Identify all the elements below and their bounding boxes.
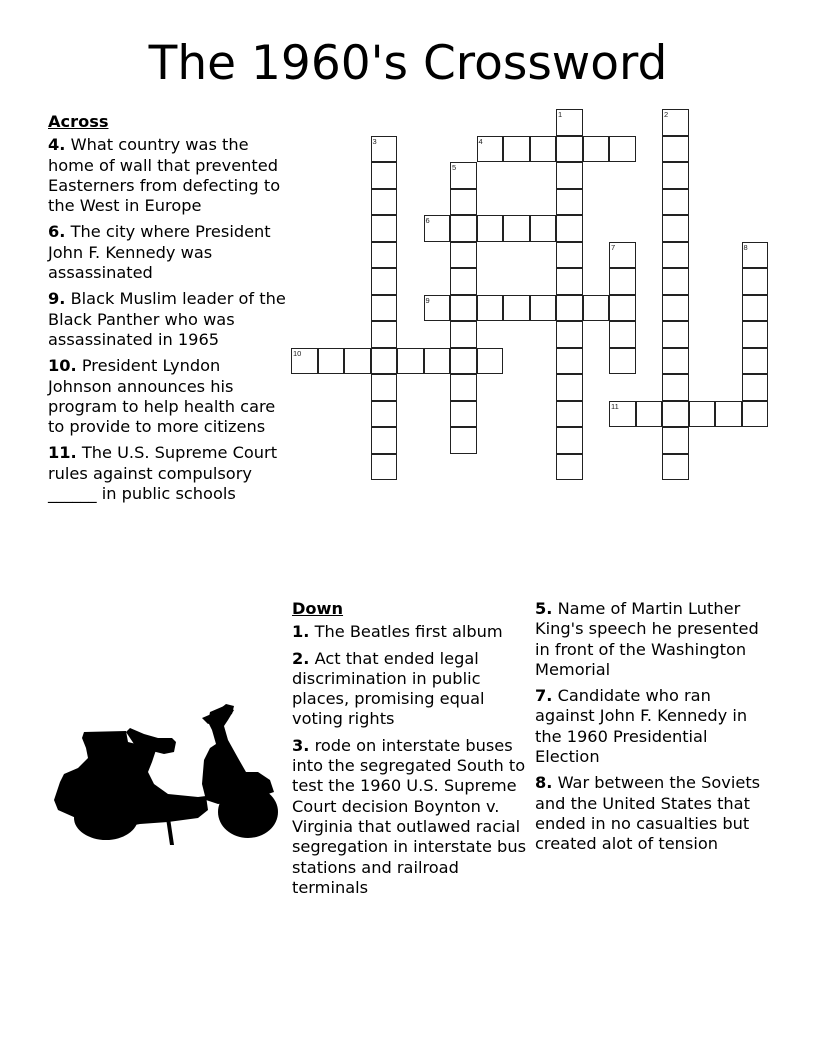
page-title: The 1960's Crossword — [148, 36, 668, 91]
clue-number: 11 — [611, 401, 619, 411]
clue-down-1: 1. The Beatles first album — [292, 622, 503, 642]
grid-cell[interactable] — [556, 242, 583, 269]
clue-down-7: 7. Candidate who ran against John F. Kennedy in the 1960 Presidential Election — [535, 686, 748, 767]
grid-cell[interactable] — [371, 242, 398, 269]
grid-cell[interactable] — [450, 321, 477, 348]
grid-cell[interactable] — [715, 401, 742, 428]
clue-number: 7 — [611, 242, 616, 252]
grid-cell[interactable] — [662, 242, 689, 269]
grid-cell[interactable] — [742, 321, 769, 348]
grid-cell[interactable] — [371, 162, 398, 189]
grid-cell[interactable] — [371, 189, 398, 216]
grid-cell[interactable] — [371, 427, 398, 454]
grid-cell[interactable] — [662, 401, 689, 428]
grid-cell[interactable] — [609, 401, 636, 428]
grid-cell[interactable] — [450, 401, 477, 428]
grid-cell[interactable] — [371, 454, 398, 481]
grid-cell[interactable] — [371, 401, 398, 428]
grid-cell[interactable] — [609, 348, 636, 375]
grid-cell[interactable] — [662, 321, 689, 348]
grid-cell[interactable] — [662, 109, 689, 136]
grid-cell[interactable] — [450, 215, 477, 242]
clue-down-3: 3. rode on interstate buses into the segregated South to test the 1960 U.S. Supreme Court decision Boynton v. Virginia that outlawed racial segregation in interstate bus stations and railroad terminals — [292, 735, 527, 897]
grid-cell[interactable] — [556, 401, 583, 428]
down-heading: Down — [292, 599, 344, 618]
down-clues-continued — [535, 599, 775, 861]
grid-cell[interactable] — [371, 348, 398, 375]
grid-cell[interactable] — [477, 136, 504, 163]
grid-cell[interactable] — [636, 401, 663, 428]
grid-cell[interactable] — [503, 215, 530, 242]
down-clues — [292, 599, 532, 904]
grid-cell[interactable] — [742, 348, 769, 375]
grid-cell[interactable] — [371, 136, 398, 163]
grid-cell[interactable] — [371, 295, 398, 322]
grid-cell[interactable] — [662, 215, 689, 242]
grid-cell[interactable] — [556, 348, 583, 375]
scooter-silhouette-icon — [48, 700, 286, 845]
across-heading: Across — [48, 112, 109, 131]
grid-cell[interactable] — [662, 295, 689, 322]
grid-cell[interactable] — [556, 454, 583, 481]
grid-cell[interactable] — [450, 348, 477, 375]
grid-cell[interactable] — [556, 268, 583, 295]
clue-number: 1 — [558, 110, 563, 119]
grid-cell[interactable] — [556, 136, 583, 163]
grid-cell[interactable] — [662, 348, 689, 375]
grid-cell[interactable] — [450, 427, 477, 454]
grid-cell[interactable] — [477, 215, 504, 242]
clue-across-4: 4. What country was the home of wall that prevented Easterners from defecting to the West in Europe — [48, 135, 281, 216]
clue-number: 3 — [372, 136, 377, 146]
grid-cell[interactable] — [609, 295, 636, 322]
grid-cell[interactable] — [503, 136, 530, 163]
grid-cell[interactable] — [556, 189, 583, 216]
grid-cell[interactable] — [556, 321, 583, 348]
grid-cell[interactable] — [742, 295, 769, 322]
grid-cell[interactable] — [450, 295, 477, 322]
clue-number: 10 — [293, 348, 302, 358]
grid-cell[interactable] — [662, 454, 689, 481]
grid-cell[interactable] — [583, 295, 610, 322]
clue-number: 9 — [425, 295, 430, 305]
grid-cell[interactable] — [530, 295, 557, 322]
grid-cell[interactable] — [344, 348, 371, 375]
grid-cell[interactable] — [556, 162, 583, 189]
grid-cell[interactable] — [556, 295, 583, 322]
grid-cell[interactable] — [689, 401, 716, 428]
grid-cell[interactable] — [556, 427, 583, 454]
clue-down-8: 8. War between the Soviets and the United States that ended in no casualties but created alot of tension — [535, 773, 761, 854]
grid-cell[interactable] — [609, 242, 636, 269]
grid-cell[interactable] — [371, 268, 398, 295]
clue-across-11: 11. The U.S. Supreme Court rules against compulsory ______ in public schools — [48, 443, 278, 504]
grid-cell[interactable] — [609, 268, 636, 295]
grid-cell[interactable] — [662, 268, 689, 295]
grid-cell[interactable] — [556, 215, 583, 242]
grid-cell[interactable] — [424, 348, 451, 375]
clue-across-10: 10. President Lyndon Johnson announces his program to help health care to provide to more citizens — [48, 356, 276, 437]
grid-cell[interactable] — [291, 348, 318, 375]
grid-cell[interactable] — [530, 136, 557, 163]
grid-cell[interactable] — [530, 215, 557, 242]
clue-number: 5 — [452, 163, 457, 172]
grid-cell[interactable] — [662, 189, 689, 216]
grid-cell[interactable] — [583, 136, 610, 163]
grid-cell[interactable] — [450, 189, 477, 216]
grid-cell[interactable] — [662, 374, 689, 401]
grid-cell[interactable] — [742, 268, 769, 295]
grid-cell[interactable] — [318, 348, 345, 375]
clue-number: 2 — [664, 110, 669, 119]
clue-down-2: 2. Act that ended legal discrimination in public places, promising equal voting rights — [292, 648, 485, 729]
grid-cell[interactable] — [371, 215, 398, 242]
grid-cell[interactable] — [742, 242, 769, 269]
grid-cell[interactable] — [477, 348, 504, 375]
clue-number: 8 — [743, 242, 748, 252]
grid-cell[interactable] — [609, 321, 636, 348]
grid-cell[interactable] — [424, 295, 451, 322]
grid-cell[interactable] — [371, 321, 398, 348]
grid-cell[interactable] — [556, 109, 583, 136]
grid-cell[interactable] — [450, 242, 477, 269]
grid-cell[interactable] — [397, 348, 424, 375]
grid-cell[interactable] — [424, 215, 451, 242]
grid-cell[interactable] — [742, 401, 769, 428]
grid-cell[interactable] — [371, 374, 398, 401]
clue-number: 4 — [478, 136, 483, 146]
grid-cell[interactable] — [477, 295, 504, 322]
grid-cell[interactable] — [450, 374, 477, 401]
grid-cell[interactable] — [662, 162, 689, 189]
grid-cell[interactable] — [609, 136, 636, 163]
grid-cell[interactable] — [662, 136, 689, 163]
grid-cell[interactable] — [556, 374, 583, 401]
grid-cell[interactable] — [503, 295, 530, 322]
clue-across-9: 9. Black Muslim leader of the Black Panther who was assassinated in 1965 — [48, 289, 286, 349]
grid-cell[interactable] — [742, 374, 769, 401]
across-clues — [48, 112, 288, 510]
grid-cell[interactable] — [662, 427, 689, 454]
grid-cell[interactable] — [450, 162, 477, 189]
clue-across-6: 6. The city where President John F. Kennedy was assassinated — [48, 222, 271, 283]
clue-down-5: 5. Name of Martin Luther King's speech he presented in front of the Washington Memorial — [535, 599, 759, 679]
clue-number: 6 — [425, 216, 430, 225]
grid-cell[interactable] — [450, 268, 477, 295]
